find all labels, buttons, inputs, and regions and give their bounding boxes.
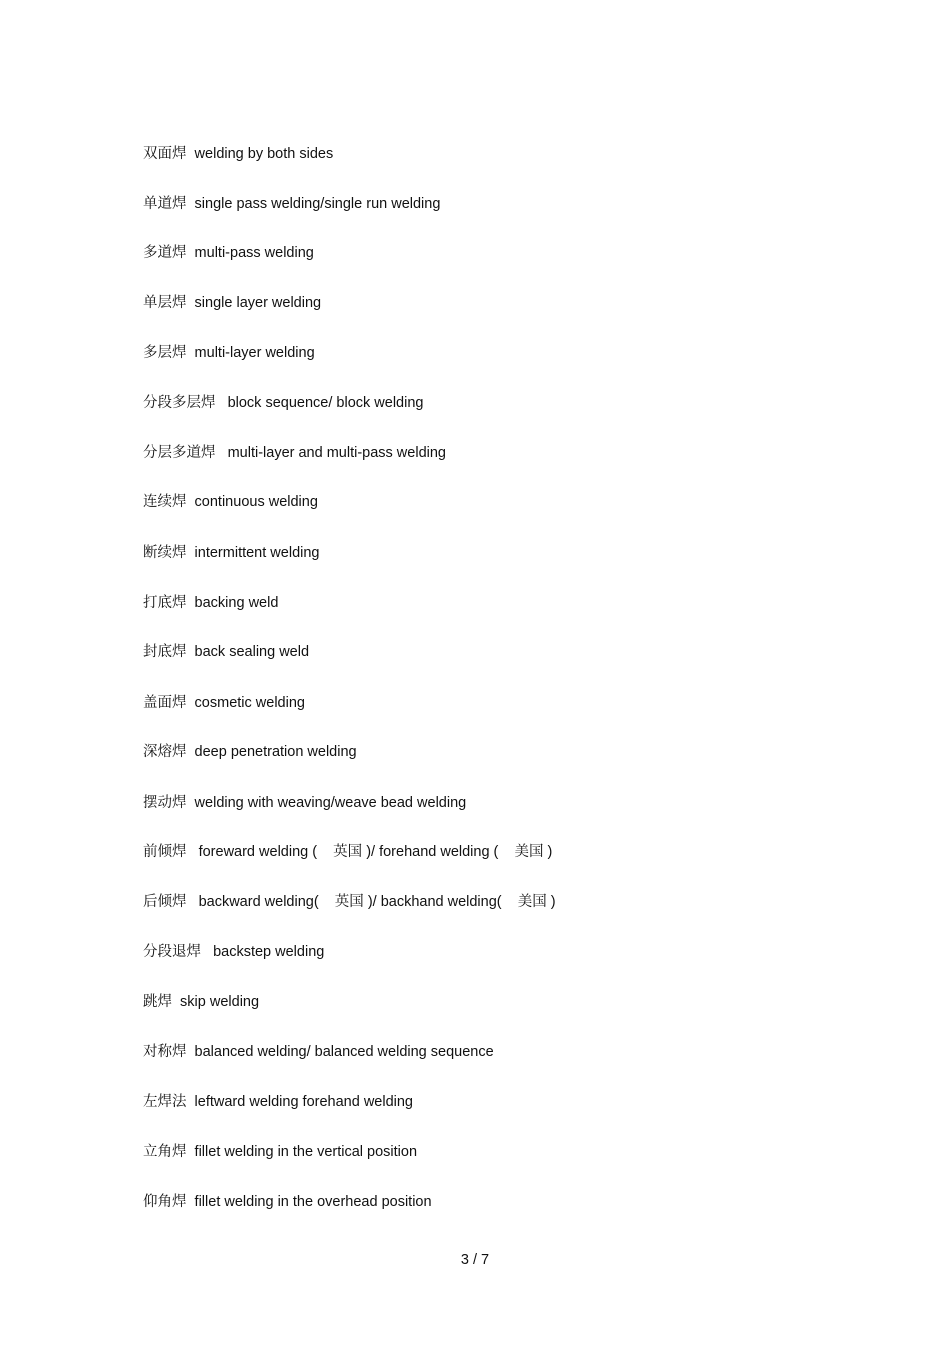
glossary-entry: 盖面焊 cosmetic welding bbox=[143, 695, 305, 711]
glossary-entry: 单道焊 single pass welding/single run welding bbox=[143, 196, 441, 212]
glossary-entry: 左焊法 leftward welding forehand welding bbox=[143, 1094, 413, 1110]
glossary-entry: 仰角焊 fillet welding in the overhead position bbox=[143, 1194, 432, 1210]
glossary-entry: 深熔焊 deep penetration welding bbox=[143, 744, 357, 760]
glossary-entry: 连续焊 continuous welding bbox=[143, 494, 318, 510]
glossary-entry: 前倾焊 foreward welding ( 英国 )/ forehand welding ( 美国 ) bbox=[143, 844, 553, 860]
glossary-entry: 多道焊 multi-pass welding bbox=[143, 245, 314, 261]
glossary-entry: 双面焊 welding by both sides bbox=[143, 146, 334, 162]
glossary-entry: 打底焊 backing weld bbox=[143, 595, 279, 611]
glossary-entry: 对称焊 balanced welding/ balanced welding sequence bbox=[143, 1044, 494, 1060]
glossary-entry: 分段多层焊 block sequence/ block welding bbox=[143, 395, 424, 411]
glossary-entry: 分段退焊 backstep welding bbox=[143, 944, 325, 960]
glossary-entry: 跳焊 skip welding bbox=[143, 994, 260, 1010]
glossary-entry: 断续焊 intermittent welding bbox=[143, 545, 320, 561]
glossary-entry: 分层多道焊 multi-layer and multi-pass welding bbox=[143, 445, 446, 461]
glossary-entry: 立角焊 fillet welding in the vertical position bbox=[143, 1144, 418, 1160]
page-number: 3 / 7 bbox=[460, 1252, 490, 1268]
glossary-entry: 封底焊 back sealing weld bbox=[143, 644, 310, 660]
glossary-entry: 多层焊 multi-layer welding bbox=[143, 345, 315, 361]
glossary-entry: 摆动焊 welding with weaving/weave bead welding bbox=[143, 795, 467, 811]
glossary-entry: 后倾焊 backward welding( 英国 )/ backhand welding( 美国 ) bbox=[143, 894, 556, 910]
glossary-entry: 单层焊 single layer welding bbox=[143, 295, 322, 311]
